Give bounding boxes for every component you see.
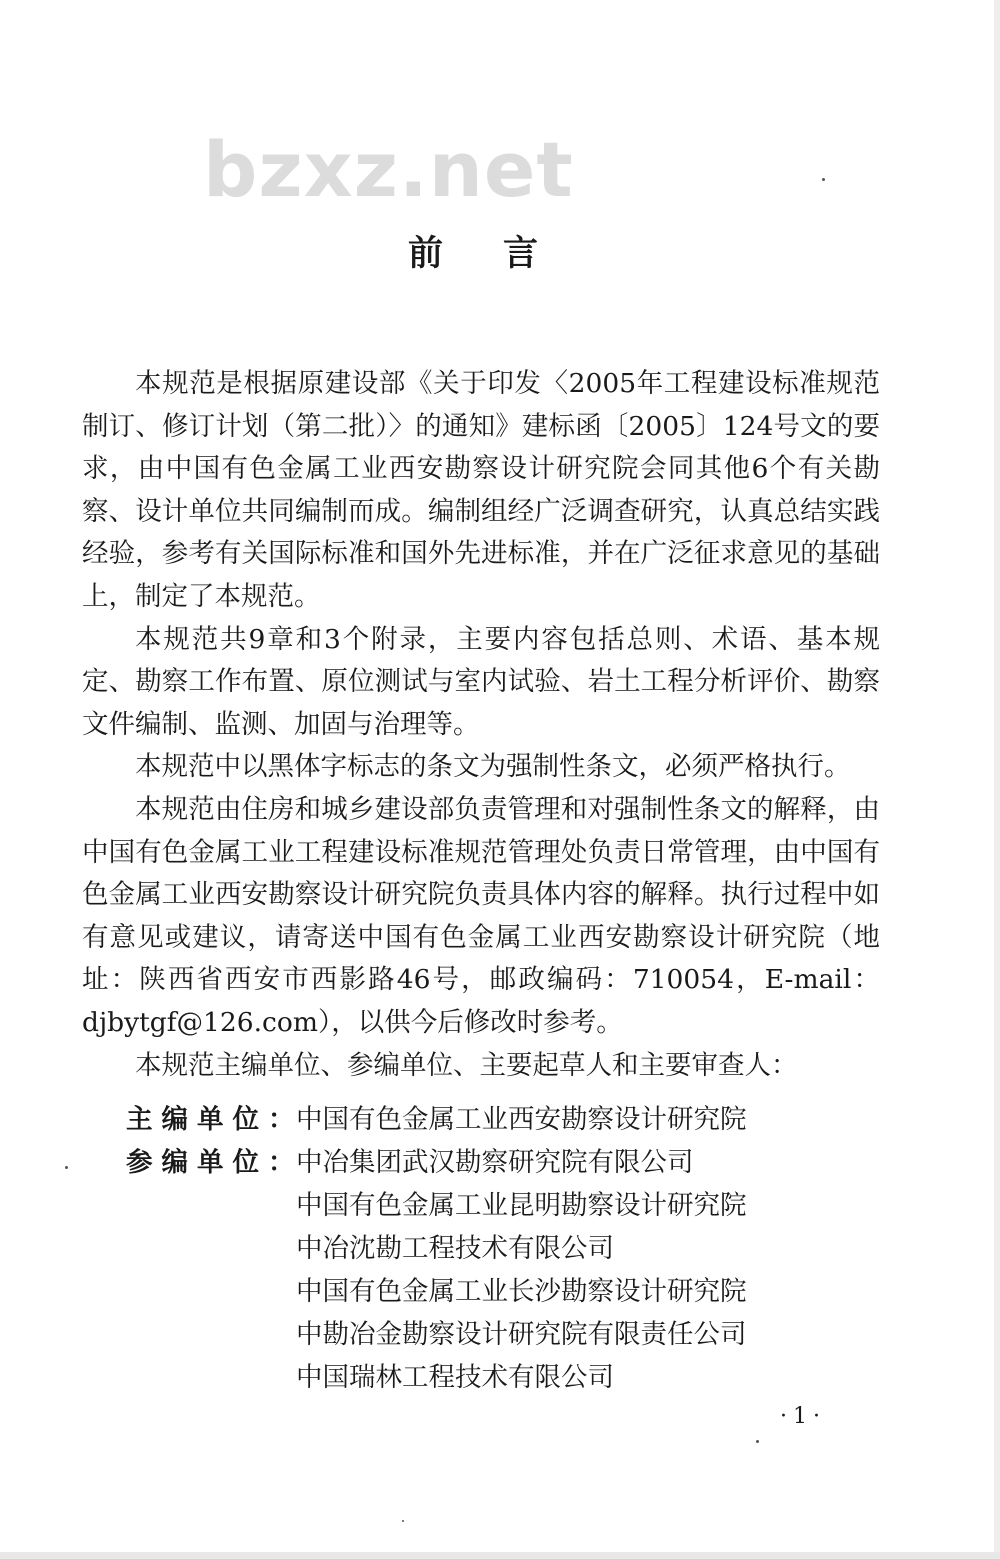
paragraph-contents: 本规范共9章和3个附录，主要内容包括总则、术语、基本规定、勘察工作布置、原位测试与室内试验、岩土工程分析评价、勘察文件编制、监测、加固与治理等。 [82,623,880,740]
scan-speck [65,1166,68,1169]
paragraph-management: 本规范由住房和城乡建设部负责管理和对强制性条文的解释，由中国有色金属工业工程建设标准规范管理处负责日常管理，由中国有色金属工业西安勘察设计研究院负责具体内容的解释。执行过程中如有意见或建议，请寄送中国有色金属工业西安勘察设计研究院（地址：陕西省西安市西影路46号，邮政编码：710054，E-mail：djbytgf@126.com），以供今后修改时参考。 [82,793,880,1038]
participating-unit-row [126,1142,694,1184]
chief-unit-label: 主编单位： [126,1104,304,1135]
participating-unit-label: 参编单位： [126,1147,304,1178]
page-title: 前言 [407,234,598,274]
paragraph-mandatory: 本规范中以黑体字标志的条文为强制性条文，必须严格执行。 [135,751,851,783]
paragraph-origin: 本规范是根据原建设部《关于印发〈2005年工程建设标准规范制订、修订计划（第二批）〉的通知》建标函〔2005〕124号文的要求，由中国有色金属工业西安勘察设计研究院会同其他6个有关勘察、设计单位共同编制而成。编制组经广泛调查研究，认真总结实践经验，参考有关国际标准和国外先进标准，并在广泛征求意见的基础上，制定了本规范。 [82,368,880,612]
scan-speck [402,1520,404,1522]
chief-unit-value: 中国有色金属工业西安勘察设计研究院 [296,1104,747,1135]
participating-unit-value: 中勘冶金勘察设计研究院有限责任公司 [296,1319,747,1350]
participating-unit-value: 中国有色金属工业长沙勘察设计研究院 [296,1276,747,1307]
participating-unit-value: 中冶集团武汉勘察研究院有限公司 [296,1147,694,1178]
watermark: bzxz.net [203,125,574,214]
paragraph-units-intro: 本规范主编单位、参编单位、主要起草人和主要审查人： [135,1049,798,1081]
page-edge-right [994,0,1000,1559]
page-edge-bottom [0,1552,1000,1559]
participating-unit-value: 中冶沈勘工程技术有限公司 [296,1233,614,1264]
participating-unit-value: 中国瑞林工程技术有限公司 [296,1362,614,1393]
scan-speck [822,178,825,181]
scan-speck [756,1440,759,1443]
participating-unit-value: 中国有色金属工业昆明勘察设计研究院 [296,1190,747,1221]
foreword-body [82,363,880,1087]
page-number: ·1· [780,1404,826,1429]
chief-unit-row [126,1099,747,1141]
